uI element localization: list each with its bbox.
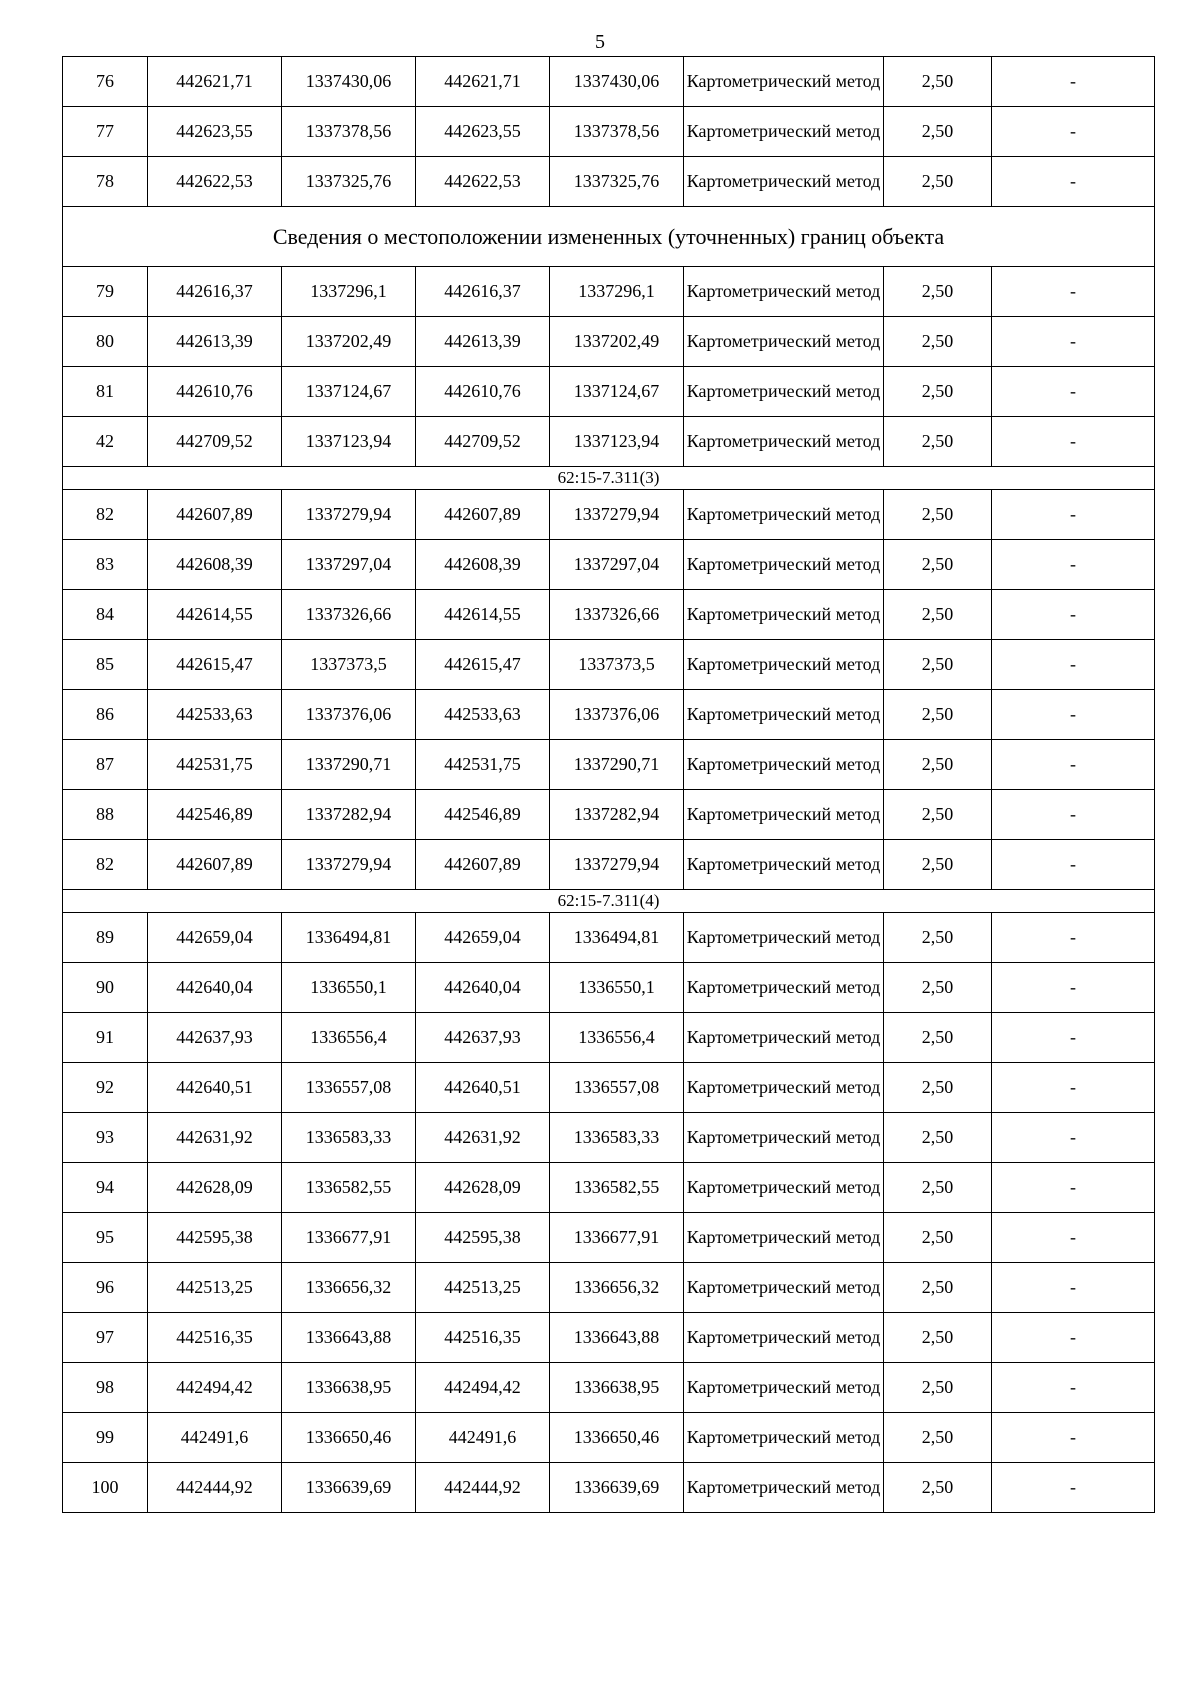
parcel-group-row xyxy=(63,890,1155,913)
existing-y-cell: 1336583,33 xyxy=(282,1113,416,1163)
refined-y-cell: 1336582,55 xyxy=(550,1163,684,1213)
accuracy-cell: 2,50 xyxy=(884,963,992,1013)
table-row xyxy=(63,690,1155,740)
existing-y-cell: 1336639,69 xyxy=(282,1463,416,1513)
existing-x-cell: 442546,89 xyxy=(148,790,282,840)
description-cell: - xyxy=(992,1213,1155,1263)
existing-y-cell: 1337373,5 xyxy=(282,640,416,690)
refined-y-cell: 1336494,81 xyxy=(550,913,684,963)
refined-x-cell: 442659,04 xyxy=(416,913,550,963)
existing-y-cell: 1336582,55 xyxy=(282,1163,416,1213)
existing-y-cell: 1337202,49 xyxy=(282,317,416,367)
point-number-cell: 96 xyxy=(63,1263,148,1313)
existing-y-cell: 1336494,81 xyxy=(282,913,416,963)
section-heading: Сведения о местоположении измененных (уточненных) границ объекта xyxy=(63,207,1155,267)
method-cell: Картометрический метод xyxy=(684,1463,884,1513)
description-cell: - xyxy=(992,1313,1155,1363)
accuracy-cell: 2,50 xyxy=(884,1263,992,1313)
point-number-cell: 42 xyxy=(63,417,148,467)
description-cell: - xyxy=(992,1063,1155,1113)
existing-x-cell: 442628,09 xyxy=(148,1163,282,1213)
description-cell: - xyxy=(992,640,1155,690)
point-number-cell: 84 xyxy=(63,590,148,640)
description-cell: - xyxy=(992,1263,1155,1313)
table-row xyxy=(63,840,1155,890)
accuracy-cell: 2,50 xyxy=(884,540,992,590)
refined-y-cell: 1337279,94 xyxy=(550,490,684,540)
accuracy-cell: 2,50 xyxy=(884,57,992,107)
method-cell: Картометрический метод xyxy=(684,590,884,640)
point-number-cell: 93 xyxy=(63,1113,148,1163)
refined-x-cell: 442628,09 xyxy=(416,1163,550,1213)
refined-y-cell: 1337282,94 xyxy=(550,790,684,840)
refined-y-cell: 1337124,67 xyxy=(550,367,684,417)
table-row xyxy=(63,1463,1155,1513)
description-cell: - xyxy=(992,1163,1155,1213)
existing-y-cell: 1337279,94 xyxy=(282,840,416,890)
refined-x-cell: 442616,37 xyxy=(416,267,550,317)
refined-y-cell: 1336556,4 xyxy=(550,1013,684,1063)
existing-y-cell: 1336650,46 xyxy=(282,1413,416,1463)
table-row xyxy=(63,490,1155,540)
refined-x-cell: 442610,76 xyxy=(416,367,550,417)
description-cell: - xyxy=(992,1113,1155,1163)
refined-y-cell: 1337326,66 xyxy=(550,590,684,640)
description-cell: - xyxy=(992,1013,1155,1063)
point-number-cell: 81 xyxy=(63,367,148,417)
point-number-cell: 90 xyxy=(63,963,148,1013)
existing-x-cell: 442614,55 xyxy=(148,590,282,640)
refined-y-cell: 1336643,88 xyxy=(550,1313,684,1363)
refined-y-cell: 1337378,56 xyxy=(550,107,684,157)
accuracy-cell: 2,50 xyxy=(884,107,992,157)
refined-y-cell: 1336677,91 xyxy=(550,1213,684,1263)
accuracy-cell: 2,50 xyxy=(884,1163,992,1213)
refined-x-cell: 442513,25 xyxy=(416,1263,550,1313)
existing-x-cell: 442516,35 xyxy=(148,1313,282,1363)
accuracy-cell: 2,50 xyxy=(884,1113,992,1163)
refined-y-cell: 1337325,76 xyxy=(550,157,684,207)
method-cell: Картометрический метод xyxy=(684,107,884,157)
method-cell: Картометрический метод xyxy=(684,790,884,840)
method-cell: Картометрический метод xyxy=(684,963,884,1013)
table-row xyxy=(63,317,1155,367)
point-number-cell: 79 xyxy=(63,267,148,317)
refined-y-cell: 1337123,94 xyxy=(550,417,684,467)
existing-y-cell: 1337376,06 xyxy=(282,690,416,740)
table-row xyxy=(63,1263,1155,1313)
accuracy-cell: 2,50 xyxy=(884,1013,992,1063)
existing-y-cell: 1337290,71 xyxy=(282,740,416,790)
existing-y-cell: 1336638,95 xyxy=(282,1363,416,1413)
refined-x-cell: 442637,93 xyxy=(416,1013,550,1063)
accuracy-cell: 2,50 xyxy=(884,1363,992,1413)
table-row xyxy=(63,540,1155,590)
refined-y-cell: 1337430,06 xyxy=(550,57,684,107)
point-number-cell: 99 xyxy=(63,1413,148,1463)
refined-y-cell: 1336638,95 xyxy=(550,1363,684,1413)
refined-y-cell: 1337376,06 xyxy=(550,690,684,740)
point-number-cell: 82 xyxy=(63,840,148,890)
accuracy-cell: 2,50 xyxy=(884,267,992,317)
existing-y-cell: 1337296,1 xyxy=(282,267,416,317)
accuracy-cell: 2,50 xyxy=(884,417,992,467)
refined-y-cell: 1336639,69 xyxy=(550,1463,684,1513)
method-cell: Картометрический метод xyxy=(684,1163,884,1213)
refined-y-cell: 1336550,1 xyxy=(550,963,684,1013)
existing-y-cell: 1337430,06 xyxy=(282,57,416,107)
table-row xyxy=(63,913,1155,963)
existing-x-cell: 442622,53 xyxy=(148,157,282,207)
method-cell: Картометрический метод xyxy=(684,640,884,690)
accuracy-cell: 2,50 xyxy=(884,740,992,790)
accuracy-cell: 2,50 xyxy=(884,640,992,690)
description-cell: - xyxy=(992,963,1155,1013)
existing-y-cell: 1336677,91 xyxy=(282,1213,416,1263)
refined-x-cell: 442623,55 xyxy=(416,107,550,157)
table-row xyxy=(63,1313,1155,1363)
method-cell: Картометрический метод xyxy=(684,1363,884,1413)
existing-y-cell: 1337124,67 xyxy=(282,367,416,417)
existing-x-cell: 442631,92 xyxy=(148,1113,282,1163)
existing-y-cell: 1336550,1 xyxy=(282,963,416,1013)
accuracy-cell: 2,50 xyxy=(884,1413,992,1463)
refined-y-cell: 1336583,33 xyxy=(550,1113,684,1163)
refined-x-cell: 442533,63 xyxy=(416,690,550,740)
description-cell: - xyxy=(992,417,1155,467)
existing-x-cell: 442513,25 xyxy=(148,1263,282,1313)
existing-x-cell: 442531,75 xyxy=(148,740,282,790)
refined-y-cell: 1337373,5 xyxy=(550,640,684,690)
refined-y-cell: 1337202,49 xyxy=(550,317,684,367)
point-number-cell: 98 xyxy=(63,1363,148,1413)
method-cell: Картометрический метод xyxy=(684,317,884,367)
point-number-cell: 89 xyxy=(63,913,148,963)
point-number-cell: 97 xyxy=(63,1313,148,1363)
refined-x-cell: 442491,6 xyxy=(416,1413,550,1463)
accuracy-cell: 2,50 xyxy=(884,317,992,367)
accuracy-cell: 2,50 xyxy=(884,1313,992,1363)
refined-x-cell: 442614,55 xyxy=(416,590,550,640)
table-row xyxy=(63,367,1155,417)
description-cell: - xyxy=(992,367,1155,417)
method-cell: Картометрический метод xyxy=(684,1213,884,1263)
accuracy-cell: 2,50 xyxy=(884,913,992,963)
table-row xyxy=(63,267,1155,317)
description-cell: - xyxy=(992,540,1155,590)
refined-x-cell: 442622,53 xyxy=(416,157,550,207)
accuracy-cell: 2,50 xyxy=(884,840,992,890)
existing-y-cell: 1337282,94 xyxy=(282,790,416,840)
point-number-cell: 87 xyxy=(63,740,148,790)
refined-x-cell: 442608,39 xyxy=(416,540,550,590)
point-number-cell: 83 xyxy=(63,540,148,590)
method-cell: Картометрический метод xyxy=(684,540,884,590)
method-cell: Картометрический метод xyxy=(684,267,884,317)
existing-x-cell: 442444,92 xyxy=(148,1463,282,1513)
description-cell: - xyxy=(992,267,1155,317)
method-cell: Картометрический метод xyxy=(684,157,884,207)
accuracy-cell: 2,50 xyxy=(884,367,992,417)
existing-x-cell: 442595,38 xyxy=(148,1213,282,1263)
existing-y-cell: 1336656,32 xyxy=(282,1263,416,1313)
point-number-cell: 91 xyxy=(63,1013,148,1063)
method-cell: Картометрический метод xyxy=(684,840,884,890)
accuracy-cell: 2,50 xyxy=(884,690,992,740)
point-number-cell: 86 xyxy=(63,690,148,740)
point-number-cell: 100 xyxy=(63,1463,148,1513)
parcel-group-label: 62:15-7.311(3) xyxy=(63,467,1155,490)
description-cell: - xyxy=(992,790,1155,840)
method-cell: Картометрический метод xyxy=(684,417,884,467)
existing-x-cell: 442610,76 xyxy=(148,367,282,417)
method-cell: Картометрический метод xyxy=(684,1013,884,1063)
table-row xyxy=(63,640,1155,690)
point-number-cell: 85 xyxy=(63,640,148,690)
existing-x-cell: 442621,71 xyxy=(148,57,282,107)
existing-y-cell: 1337297,04 xyxy=(282,540,416,590)
description-cell: - xyxy=(992,1363,1155,1413)
existing-x-cell: 442640,51 xyxy=(148,1063,282,1113)
description-cell: - xyxy=(992,740,1155,790)
accuracy-cell: 2,50 xyxy=(884,590,992,640)
description-cell: - xyxy=(992,590,1155,640)
existing-y-cell: 1337326,66 xyxy=(282,590,416,640)
point-number-cell: 77 xyxy=(63,107,148,157)
refined-x-cell: 442607,89 xyxy=(416,840,550,890)
accuracy-cell: 2,50 xyxy=(884,1213,992,1263)
point-number-cell: 95 xyxy=(63,1213,148,1263)
existing-x-cell: 442494,42 xyxy=(148,1363,282,1413)
description-cell: - xyxy=(992,913,1155,963)
method-cell: Картометрический метод xyxy=(684,367,884,417)
table-row xyxy=(63,1163,1155,1213)
refined-x-cell: 442621,71 xyxy=(416,57,550,107)
refined-x-cell: 442546,89 xyxy=(416,790,550,840)
accuracy-cell: 2,50 xyxy=(884,790,992,840)
table-row xyxy=(63,1013,1155,1063)
method-cell: Картометрический метод xyxy=(684,57,884,107)
point-number-cell: 94 xyxy=(63,1163,148,1213)
description-cell: - xyxy=(992,317,1155,367)
refined-x-cell: 442709,52 xyxy=(416,417,550,467)
table-row xyxy=(63,417,1155,467)
refined-x-cell: 442607,89 xyxy=(416,490,550,540)
existing-x-cell: 442640,04 xyxy=(148,963,282,1013)
existing-x-cell: 442607,89 xyxy=(148,840,282,890)
page-number: 5 xyxy=(595,31,605,53)
refined-x-cell: 442531,75 xyxy=(416,740,550,790)
existing-y-cell: 1337123,94 xyxy=(282,417,416,467)
refined-x-cell: 442595,38 xyxy=(416,1213,550,1263)
method-cell: Картометрический метод xyxy=(684,1413,884,1463)
table-row xyxy=(63,1063,1155,1113)
method-cell: Картометрический метод xyxy=(684,690,884,740)
point-number-cell: 82 xyxy=(63,490,148,540)
refined-x-cell: 442516,35 xyxy=(416,1313,550,1363)
parcel-group-label: 62:15-7.311(4) xyxy=(63,890,1155,913)
existing-y-cell: 1336643,88 xyxy=(282,1313,416,1363)
refined-x-cell: 442640,51 xyxy=(416,1063,550,1113)
accuracy-cell: 2,50 xyxy=(884,490,992,540)
accuracy-cell: 2,50 xyxy=(884,1463,992,1513)
existing-y-cell: 1336557,08 xyxy=(282,1063,416,1113)
existing-y-cell: 1336556,4 xyxy=(282,1013,416,1063)
refined-y-cell: 1336650,46 xyxy=(550,1413,684,1463)
method-cell: Картометрический метод xyxy=(684,1263,884,1313)
existing-x-cell: 442608,39 xyxy=(148,540,282,590)
description-cell: - xyxy=(992,107,1155,157)
point-number-cell: 76 xyxy=(63,57,148,107)
table-row xyxy=(63,157,1155,207)
accuracy-cell: 2,50 xyxy=(884,1063,992,1113)
description-cell: - xyxy=(992,840,1155,890)
description-cell: - xyxy=(992,157,1155,207)
existing-x-cell: 442607,89 xyxy=(148,490,282,540)
description-cell: - xyxy=(992,57,1155,107)
method-cell: Картометрический метод xyxy=(684,913,884,963)
table-row xyxy=(63,57,1155,107)
table-row xyxy=(63,1213,1155,1263)
existing-x-cell: 442659,04 xyxy=(148,913,282,963)
point-number-cell: 80 xyxy=(63,317,148,367)
point-number-cell: 92 xyxy=(63,1063,148,1113)
table-row xyxy=(63,740,1155,790)
point-number-cell: 78 xyxy=(63,157,148,207)
existing-x-cell: 442533,63 xyxy=(148,690,282,740)
method-cell: Картометрический метод xyxy=(684,490,884,540)
description-cell: - xyxy=(992,690,1155,740)
description-cell: - xyxy=(992,1463,1155,1513)
refined-x-cell: 442640,04 xyxy=(416,963,550,1013)
refined-x-cell: 442631,92 xyxy=(416,1113,550,1163)
refined-y-cell: 1336656,32 xyxy=(550,1263,684,1313)
method-cell: Картометрический метод xyxy=(684,1063,884,1113)
method-cell: Картометрический метод xyxy=(684,1113,884,1163)
table-body xyxy=(63,57,1155,1513)
refined-y-cell: 1336557,08 xyxy=(550,1063,684,1113)
refined-y-cell: 1337290,71 xyxy=(550,740,684,790)
existing-y-cell: 1337378,56 xyxy=(282,107,416,157)
section-heading-row xyxy=(63,207,1155,267)
existing-y-cell: 1337279,94 xyxy=(282,490,416,540)
existing-x-cell: 442613,39 xyxy=(148,317,282,367)
method-cell: Картометрический метод xyxy=(684,740,884,790)
table-row xyxy=(63,1113,1155,1163)
existing-x-cell: 442709,52 xyxy=(148,417,282,467)
existing-x-cell: 442491,6 xyxy=(148,1413,282,1463)
refined-x-cell: 442613,39 xyxy=(416,317,550,367)
description-cell: - xyxy=(992,1413,1155,1463)
table-row xyxy=(63,1413,1155,1463)
existing-x-cell: 442637,93 xyxy=(148,1013,282,1063)
refined-y-cell: 1337279,94 xyxy=(550,840,684,890)
table-row xyxy=(63,590,1155,640)
accuracy-cell: 2,50 xyxy=(884,157,992,207)
existing-x-cell: 442616,37 xyxy=(148,267,282,317)
existing-x-cell: 442623,55 xyxy=(148,107,282,157)
point-number-cell: 88 xyxy=(63,790,148,840)
table-row xyxy=(63,790,1155,840)
parcel-group-row xyxy=(63,467,1155,490)
table-row xyxy=(63,1363,1155,1413)
table-row xyxy=(63,963,1155,1013)
refined-x-cell: 442494,42 xyxy=(416,1363,550,1413)
description-cell: - xyxy=(992,490,1155,540)
coordinates-table xyxy=(62,56,1155,1513)
existing-x-cell: 442615,47 xyxy=(148,640,282,690)
existing-y-cell: 1337325,76 xyxy=(282,157,416,207)
method-cell: Картометрический метод xyxy=(684,1313,884,1363)
table-row xyxy=(63,107,1155,157)
refined-x-cell: 442615,47 xyxy=(416,640,550,690)
refined-x-cell: 442444,92 xyxy=(416,1463,550,1513)
refined-y-cell: 1337296,1 xyxy=(550,267,684,317)
refined-y-cell: 1337297,04 xyxy=(550,540,684,590)
